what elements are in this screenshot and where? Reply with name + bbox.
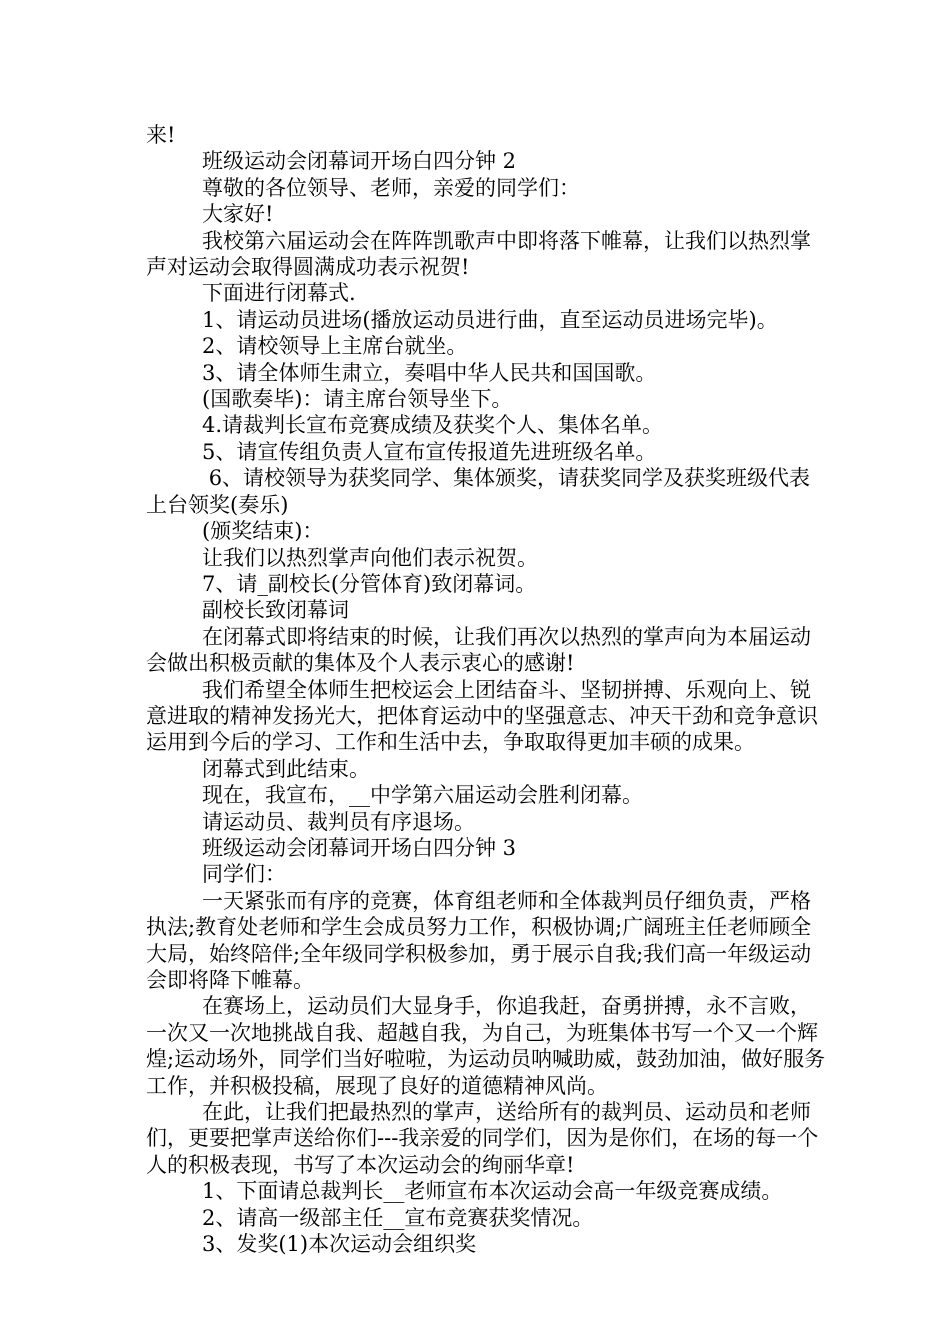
paragraph: 班级运动会闭幕词开场白四分钟 2 [202, 149, 517, 174]
paragraph: 在赛场上，运动员们大显身手，你追我赶，奋勇拼搏，永不言败，一次又一次地挑战自我、超越自我，为自己，为班集体书写一个又一个辉煌;运动场外，同学们当好啦啦，为运动员呐喊助威，鼓劲加油，做好服务工作，并积极投稿，展现了良好的道德精神风尚。 [146, 994, 826, 1098]
paragraph: 1、请运动员进场(播放运动员进行曲，直至运动员进场完毕)。 [202, 307, 778, 332]
paragraph: 1、下面请总裁判长__老师宣布本次运动会高一年级竞赛成绩。 [202, 1179, 783, 1204]
paragraph: 3、发奖(1)本次运动会组织奖 [202, 1232, 477, 1257]
paragraph: 在闭幕式即将结束的时候，让我们再次以热烈的掌声向为本届运动会做出积极贡献的集体及个人表示衷心的感谢! [146, 624, 811, 676]
paragraph: 7、请_副校长(分管体育)致闭幕词。 [202, 571, 537, 596]
paragraph: 下面进行闭幕式. [202, 281, 356, 306]
paragraph: 让我们以热烈掌声向他们表示祝贺。 [202, 545, 538, 570]
paragraph: 一天紧张而有序的竞赛，体育组老师和全体裁判员仔细负责，严格执法;教育处老师和学生会成员努力工作，积极协调;广阔班主任老师顾全大局，始终陪伴;全年级同学积极参加，勇于展示自我;我们高一年级运动会即将降下帷幕。 [146, 888, 812, 992]
document-body [146, 122, 826, 1257]
paragraph: 我们希望全体师生把校运会上团结奋斗、坚韧拼搏、乐观向上、锐意进取的精神发扬光大，把体育运动中的坚强意志、冲天干劲和竞争意识运用到今后的学习、工作和生活中去，争取取得更加丰硕的成果。 [146, 677, 818, 755]
paragraph: 6、请校领导为获奖同学、集体颁奖，请获奖同学及获奖班级代表上台领奖(奏乐) [146, 466, 811, 517]
paragraph: 我校第六届运动会在阵阵凯歌声中即将落下帷幕，让我们以热烈掌声对运动会取得圆满成功表示祝贺! [146, 228, 811, 280]
paragraph: 5、请宣传组负责人宣布宣传报道先进班级名单。 [202, 439, 657, 464]
paragraph: 3、请全体师生肃立，奏唱中华人民共和国国歌。 [202, 360, 657, 385]
paragraph: 班级运动会闭幕词开场白四分钟 3 [202, 835, 517, 860]
paragraph: 大家好! [202, 202, 274, 227]
paragraph: 现在，我宣布，__中学第六届运动会胜利闭幕。 [202, 783, 643, 808]
paragraph: 来! [146, 123, 176, 147]
paragraph: (国歌奏毕)：请主席台领导坐下。 [202, 387, 513, 412]
paragraph: (颁奖结束)： [202, 519, 324, 544]
paragraph: 2、请校领导上主席台就坐。 [202, 334, 468, 359]
paragraph: 4.请裁判长宣布竞赛成绩及获奖个人、集体名单。 [202, 413, 664, 438]
paragraph: 请运动员、裁判员有序退场。 [202, 809, 475, 834]
paragraph: 2、请高一级部主任__宣布竞赛获奖情况。 [202, 1205, 594, 1230]
paragraph: 闭幕式到此结束。 [202, 756, 370, 781]
paragraph: 副校长致闭幕词 [202, 598, 349, 623]
paragraph: 同学们： [202, 862, 286, 887]
paragraph: 在此，让我们把最热烈的掌声，送给所有的裁判员、运动员和老师们，更要把掌声送给你们---我亲爱的同学们，因为是你们，在场的每一个人的积极表现，书写了本次运动会的绚丽华章! [146, 1100, 819, 1177]
paragraph: 尊敬的各位领导、老师，亲爱的同学们： [202, 175, 580, 200]
